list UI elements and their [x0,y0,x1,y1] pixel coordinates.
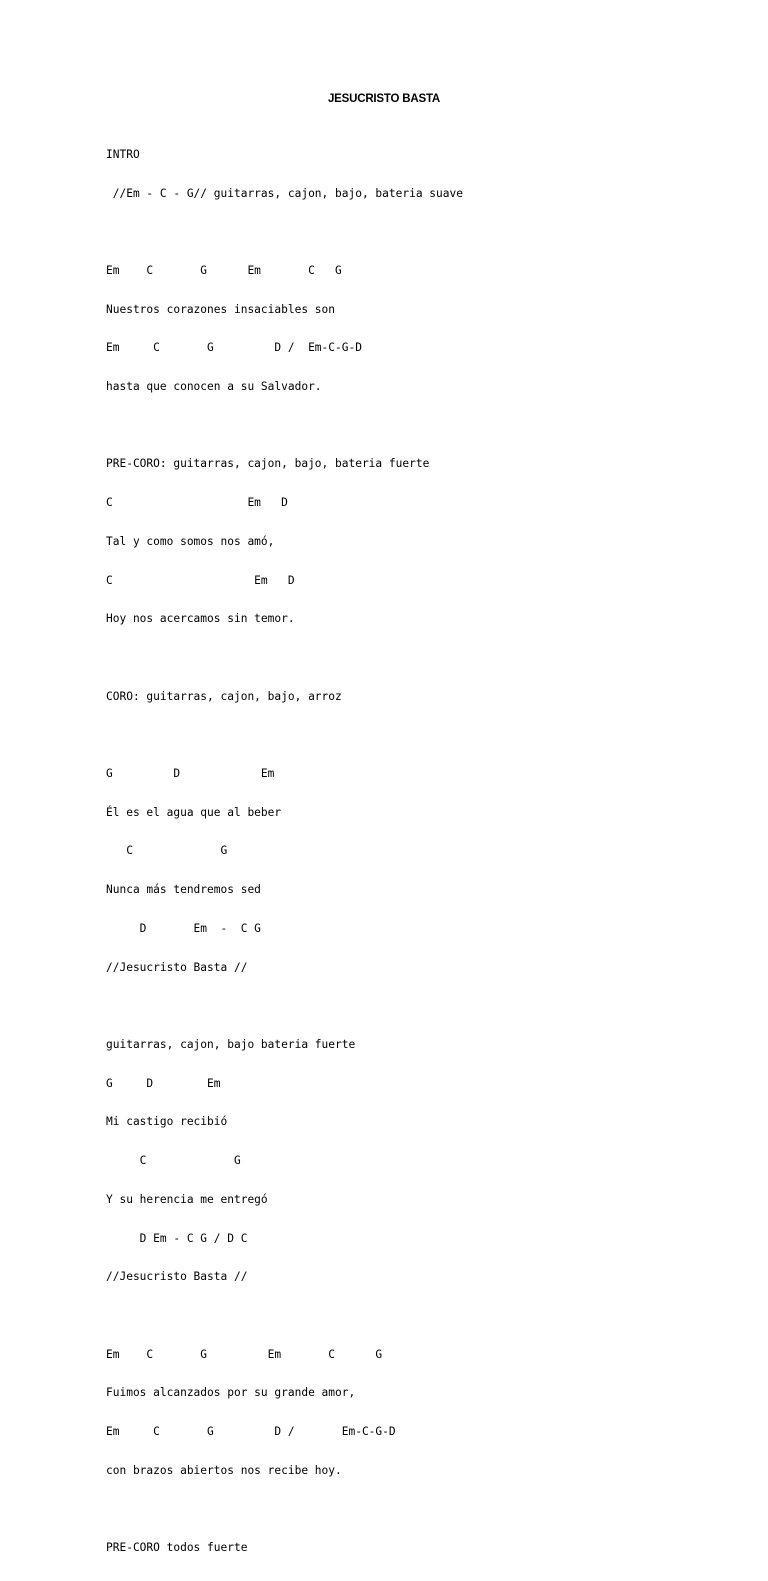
sheet-line: PRE-CORO todos fuerte [106,1541,248,1555]
sheet-line: Y su herencia me entregó [106,1192,268,1206]
chord-sheet [106,123,463,1581]
sheet-line: Nuestros corazones insaciables son [106,302,336,316]
sheet-line: C G [106,1154,241,1168]
sheet-line: G D Em [106,767,275,781]
sheet-line: //Jesucristo Basta // [106,1270,248,1284]
sheet-line [106,652,463,665]
sheet-line: INTRO [106,147,140,161]
sheet-line: CORO: guitarras, cajon, bajo, arroz [106,689,342,703]
sheet-line: Él es el agua que al beber [106,805,282,819]
sheet-line: //Em - C - G// guitarras, cajon, bajo, bateria suave [106,186,463,200]
sheet-line: Fuimos alcanzados por su grande amor, [106,1386,356,1400]
sheet-line: Mi castigo recibió [106,1115,228,1129]
sheet-line: D Em - C G / D C [106,1231,248,1245]
sheet-line: C G [106,844,228,858]
sheet-line: //Jesucristo Basta // [106,960,248,974]
sheet-line [106,1503,463,1516]
sheet-line: con brazos abiertos nos recibe hoy. [106,1463,342,1477]
sheet-line [106,226,463,239]
sheet-line: hasta que conocen a su Salvador. [106,380,322,394]
sheet-line: Tal y como somos nos amó, [106,534,275,548]
sheet-line [106,420,463,433]
sheet-line: Nunca más tendremos sed [106,883,261,897]
sheet-line [106,1310,463,1323]
sheet-line [106,729,463,742]
sheet-line: D Em - C G [106,921,261,935]
sheet-line: Em C G D / Em-C-G-D [106,1425,396,1439]
song-title: JESUCRISTO BASTA [327,93,441,105]
sheet-line: C Em D [106,496,288,510]
sheet-line [106,1000,463,1013]
sheet-line: Hoy nos acercamos sin temor. [106,612,295,626]
sheet-line: PRE-CORO: guitarras, cajon, bajo, bateria fuerte [106,457,430,471]
sheet-line: guitarras, cajon, bajo bateria fuerte [106,1037,356,1051]
sheet-line: C Em D [106,573,295,587]
sheet-line: Em C G Em C G [106,263,342,277]
sheet-line: Em C G Em C G [106,1347,383,1361]
sheet-line: G D Em [106,1076,221,1090]
sheet-line: Em C G D / Em-C-G-D [106,341,362,355]
